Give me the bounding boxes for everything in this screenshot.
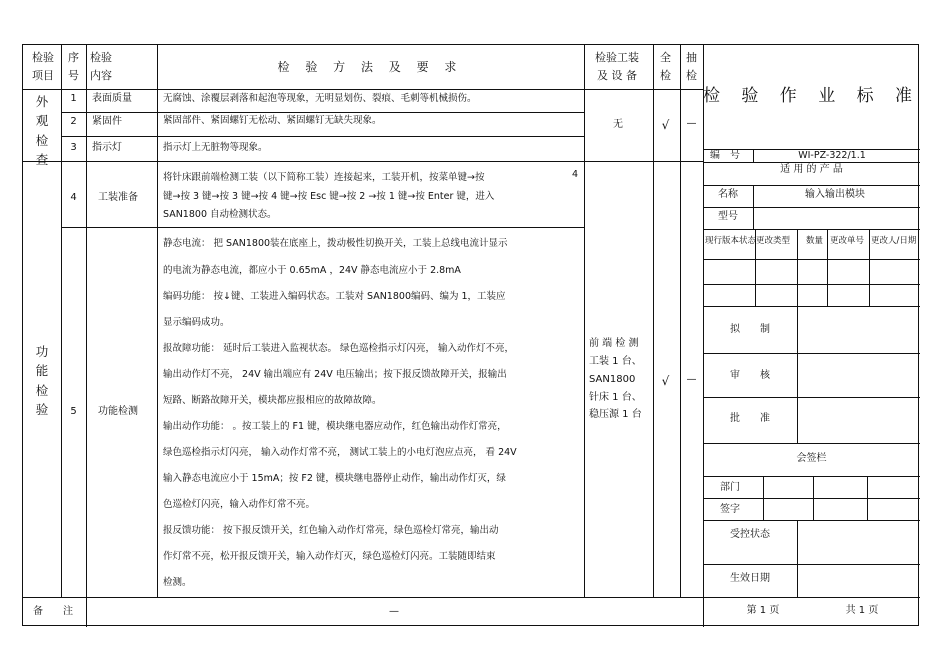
row-1-no: 1 [70,93,77,104]
tool-function-line: 稳压源 1 台 [589,409,642,420]
row-4-content: 工装准备 [98,192,138,203]
total-pages: 共 1 页 [845,605,879,616]
grid-line [23,161,703,162]
header-content-line1: 检验 [90,51,112,64]
grid-line [23,597,920,598]
page-number: 第 1 页 [746,605,780,616]
row-2-content: 紧固件 [92,116,122,127]
grid-line [797,520,798,597]
grid-line [61,227,584,228]
header-item-line1: 检验 [32,51,54,64]
review-label: 审 核 [730,370,770,381]
header-no-line1: 序 [68,51,79,64]
grid-line [703,443,920,444]
group-appearance: 外 观 检 查 [35,94,49,168]
grid-line [869,229,870,306]
tool-function-line: SAN1800 [589,374,636,385]
model-label: 型号 [718,211,738,222]
row-5-method-line: 输出动作灯不亮， 24V 输出端应有 24V 电压输出；按下报反馈故障开关，报输出 [163,369,507,380]
row-5-method-line: 作灯常不亮，松开报反馈开关，输入动作灯灭，绿色巡检灯闪亮。工装随即结束 [163,551,496,562]
sample-check-function: — [686,374,697,385]
change-header-person: 更改人/日期 [871,236,917,246]
row-3-no: 3 [70,142,77,153]
grid-line [157,45,158,597]
tool-function-line: 针床 1 台、 [589,392,642,403]
full-check-function: √ [661,374,670,388]
draft-label: 拟 制 [730,324,770,335]
change-header-qty: 数量 [806,236,824,246]
row-4-method-line: 将针床跟前端检测工装（以下简称工装）连接起来，工装开机，按菜单键→按 [163,172,485,183]
row-5-method-line: 静态电流： 把 SAN1800装在底座上，拨动极性切换开关，工装上总线电流计显示 [163,238,508,249]
row-1-method: 无腐蚀、涂覆层剥落和起泡等现象，无明显划伤、裂痕、毛刺等机械损伤。 [163,93,477,104]
change-header-version: 现行版本状态 [705,236,757,246]
grid-line [703,229,920,230]
name-value: 输入输出模块 [805,189,865,200]
row-5-method-line: 绿色巡检指示灯闪亮， 输入动作灯常不亮， 测试工装上的小电灯泡应点亮， 看 24V [163,447,517,458]
row-1-content: 表面质量 [92,93,132,104]
row-2-no: 2 [70,116,77,127]
grid-line [703,284,920,285]
row-5-method-line: 输出动作功能： 。按工装上的 F1 键，模块继电器应动作，红色输出动作灯常亮， [163,421,507,432]
applicable-product-label: 适 用 的 产 品 [780,164,843,175]
grid-line [703,185,920,186]
row-5-method-line: 报反馈功能： 按下报反馈开关，红色输入动作灯常亮，绿色巡检灯常亮，输出动 [163,525,499,536]
header-tool-line1: 检验工装 [595,51,639,64]
number-label: 编 号 [710,150,740,161]
header-full-line1: 全 [660,51,671,64]
row-3-method: 指示灯上无脏物等现象。 [163,142,268,153]
remark-label: 备 注 [33,606,73,617]
row-5-method-line: 色巡检灯闪亮，输入动作灯常不亮。 [163,499,316,510]
sample-check-appearance: — [686,118,697,129]
header-content-line2: 内容 [90,69,112,82]
page-title: 检 验 作 业 标 准 [703,86,921,106]
grid-line [703,476,920,477]
row-2-method: 紧固部件、紧固螺钉无松动、紧固螺钉无缺失现象。 [163,115,382,126]
grid-line [23,89,703,90]
effective-label: 生效日期 [730,573,770,584]
tool-appearance: 无 [613,119,623,130]
remark-value: — [389,606,399,617]
grid-line [703,259,920,260]
grid-line [813,476,814,520]
grid-line [763,476,764,520]
grid-line [703,207,920,208]
tool-function-line: 前 端 检 测 [589,338,639,349]
row-4-no: 4 [70,192,77,203]
grid-line [86,45,87,597]
row-5-method-line: 检测。 [163,577,192,588]
grid-line [867,476,868,520]
full-check-appearance: √ [661,118,670,132]
header-method: 检 验 方 法 及 要 求 [277,60,463,74]
row-5-method-line: 输入静态电流应小于 15mA；按 F2 键，模块继电器停止动作，输出动作灯灭，绿 [163,473,506,484]
header-no-line2: 号 [68,69,79,82]
controlled-label: 受控状态 [730,529,770,540]
row-4-method-num: 4 [572,169,579,180]
row-5-content: 功能检测 [98,406,138,417]
number-value: WI-PZ-322/1.1 [798,150,866,161]
grid-line [797,306,798,443]
sign-label: 签字 [720,504,740,515]
grid-line [703,520,920,521]
grid-line [703,498,920,499]
approve-label: 批 准 [730,413,770,424]
sign-bar-label: 会签栏 [796,453,827,464]
row-5-method-line: 显示编码成功。 [163,317,230,328]
row-4-method-line: 键→按 3 键→按 3 键→按 4 键→按 Esc 键→按 2 →按 1 键→按 Enter 键，进入 [163,191,495,202]
grid-line [61,136,584,137]
row-5-method-line: 短路、断路故障开关，模块都应报相应的故障故障。 [163,395,382,406]
header-full-line2: 检 [660,69,671,82]
header-sample-line2: 检 [686,69,697,82]
row-5-method-line: 编码功能： 按↓键、工装进入编码状态。工装对 SAN1800编码、编为 1，工装应 [163,291,506,302]
name-label: 名称 [718,189,738,200]
grid-line [61,112,584,113]
row-3-content: 指示灯 [92,142,122,153]
change-header-type: 更改类型 [756,236,791,246]
grid-line [827,229,828,306]
change-header-order: 更改单号 [830,236,865,246]
row-5-method-line: 的电流为静态电流，都应小于 0.65mA ，24V 静态电流应小于 2.8mA [163,265,461,276]
row-5-no: 5 [70,406,77,417]
header-sample-line1: 抽 [686,51,697,64]
group-function: 功 能 检 验 [35,344,49,418]
tool-function-line: 工装 1 台、 [589,356,642,367]
grid-line [797,229,798,306]
grid-line [703,397,920,398]
row-5-method-line: 报故障功能： 延时后工装进入监视状态。 绿色巡检指示灯闪亮， 输入动作灯不亮， [163,343,515,354]
grid-line [703,306,920,307]
row-4-method-line: SAN1800 自动检测状态。 [163,209,277,220]
header-item-line2: 项目 [32,69,54,82]
grid-line [703,353,920,354]
header-tool-line2: 及 设 备 [597,69,637,82]
dept-label: 部门 [720,482,740,493]
grid-line [703,564,920,565]
